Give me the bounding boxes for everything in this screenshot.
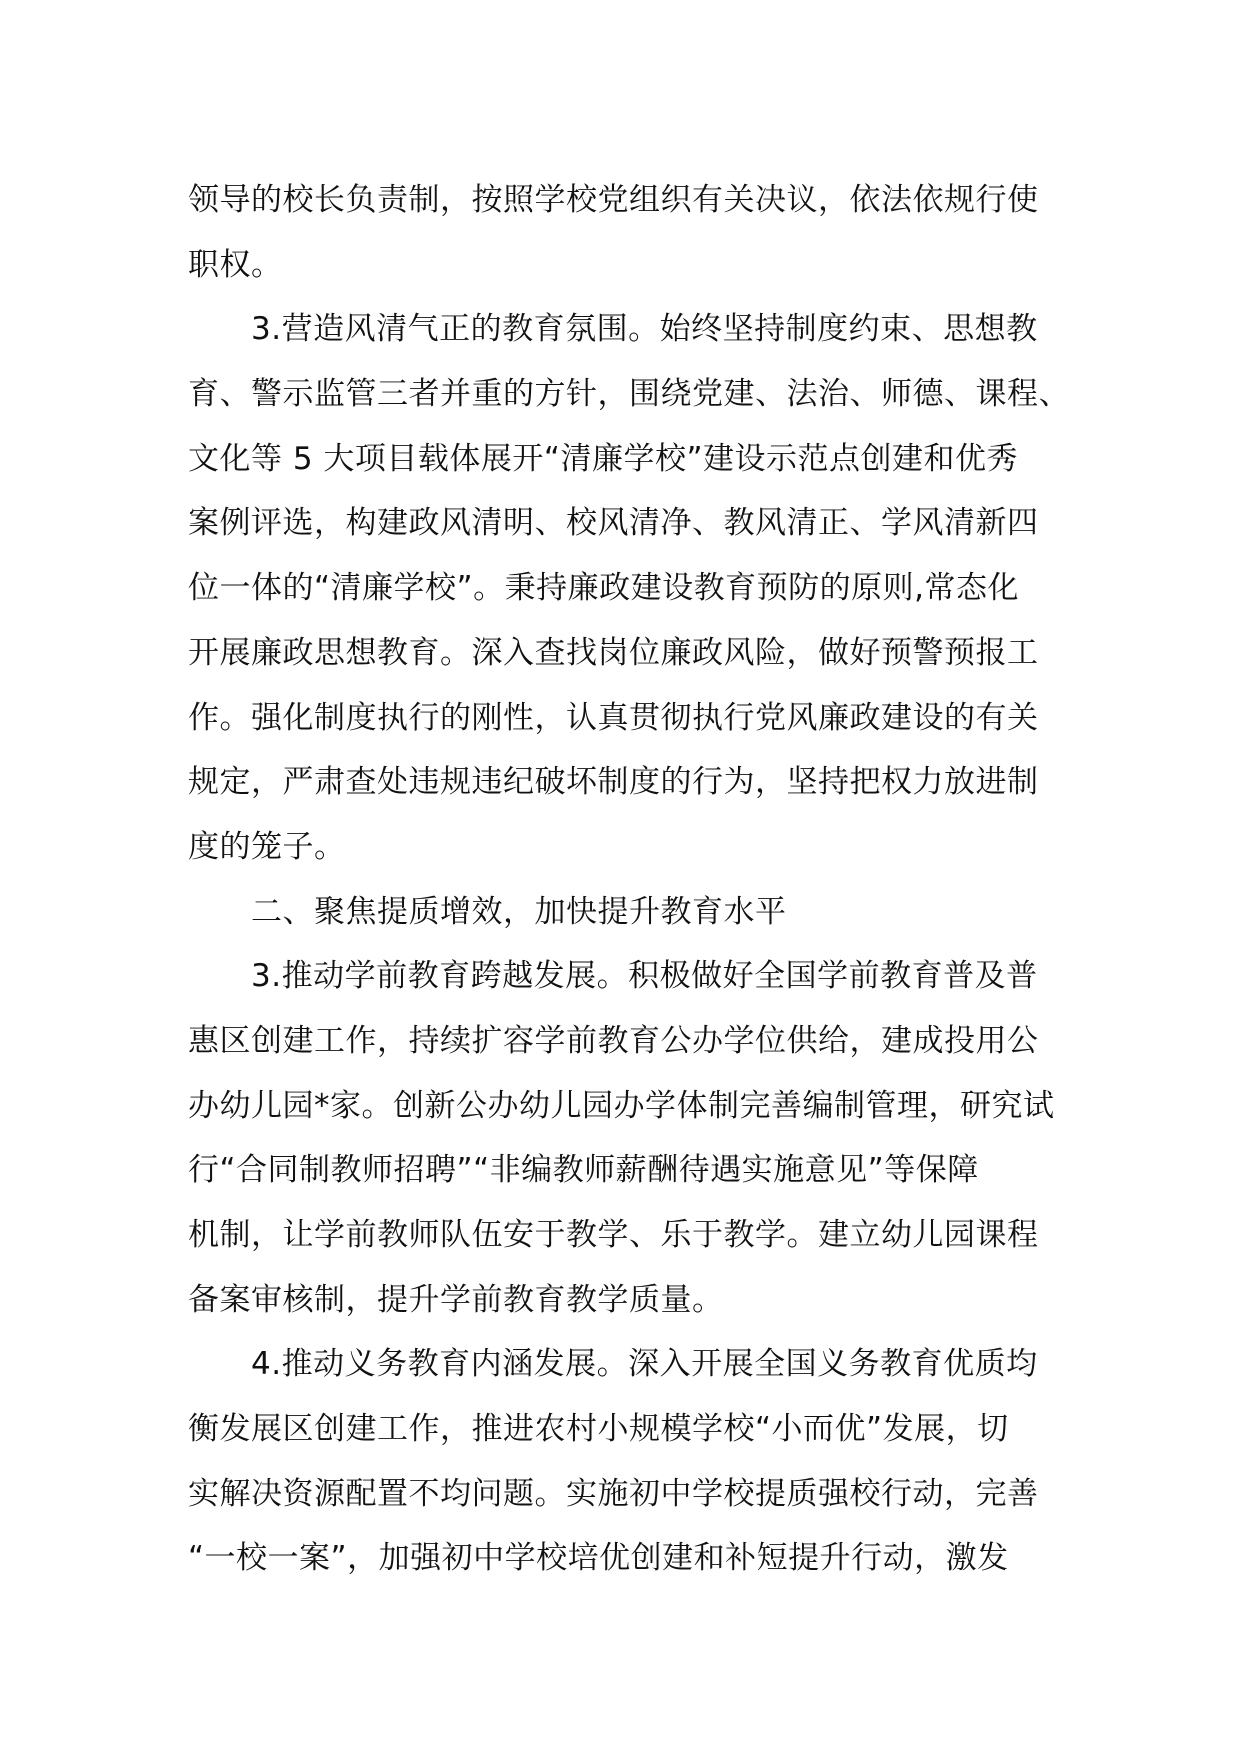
text-line: 备案审核制，提升学前教育教学质量。 — [188, 1281, 724, 1318]
text-line: 办幼儿园*家。创新公办幼儿园办学体制完善编制管理，研究试 — [188, 1087, 1055, 1124]
text-line: 育、警示监管三者并重的方针，围绕党建、法治、师德、课程、 — [188, 376, 1070, 413]
text-line: 作。强化制度执行的刚性，认真贯彻执行党风廉政建设的有关 — [188, 699, 1039, 736]
text-line: “一校一案”，加强初中学校培优创建和补短提升行动，激发 — [188, 1540, 1009, 1577]
text-line: 实解决资源配置不均问题。实施初中学校提质强校行动，完善 — [188, 1475, 1039, 1512]
text-line: 衡发展区创建工作，推进农村小规模学校“小而优”发展，切 — [188, 1411, 1009, 1448]
text-line: 3.推动学前教育跨越发展。积极做好全国学前教育普及普 — [251, 958, 1038, 995]
text-line: 位一体的“清廉学校”。秉持廉政建设教育预防的原则,常态化 — [188, 570, 1019, 607]
text-line: 案例评选，构建政风清明、校风清净、教风清正、学风清新四 — [188, 505, 1039, 542]
text-line: 3.营造风清气正的教育氛围。始终坚持制度约束、思想教 — [251, 311, 1038, 348]
text-line: 度的笼子。 — [188, 828, 346, 865]
text-line: 规定，严肃查处违规违纪破坏制度的行为，坚持把权力放进制 — [188, 764, 1039, 801]
text-line: 机制，让学前教师队伍安于教学、乐于教学。建立幼儿园课程 — [188, 1217, 1039, 1253]
text-line: 行“合同制教师招聘”“非编教师薪酬待遇实施意见”等保障 — [188, 1152, 979, 1189]
document-page — [188, 168, 1068, 1591]
text-line: 开展廉政思想教育。深入查找岗位廉政风险，做好预警预报工 — [188, 634, 1039, 671]
section-heading: 二、聚焦提质增效，加快提升教育水平 — [251, 893, 787, 930]
text-line: 4.推动义务教育内涵发展。深入开展全国义务教育优质均 — [251, 1346, 1038, 1383]
text-line: 惠区创建工作，持续扩容学前教育公办学位供给，建成投用公 — [188, 1022, 1039, 1059]
text-line: 领导的校长负责制，按照学校党组织有关决议，依法依规行使 — [188, 182, 1039, 218]
text-line: 职权。 — [188, 246, 283, 283]
text-line: 文化等 5 大项目载体展开“清廉学校”建设示范点创建和优秀 — [188, 440, 1019, 477]
